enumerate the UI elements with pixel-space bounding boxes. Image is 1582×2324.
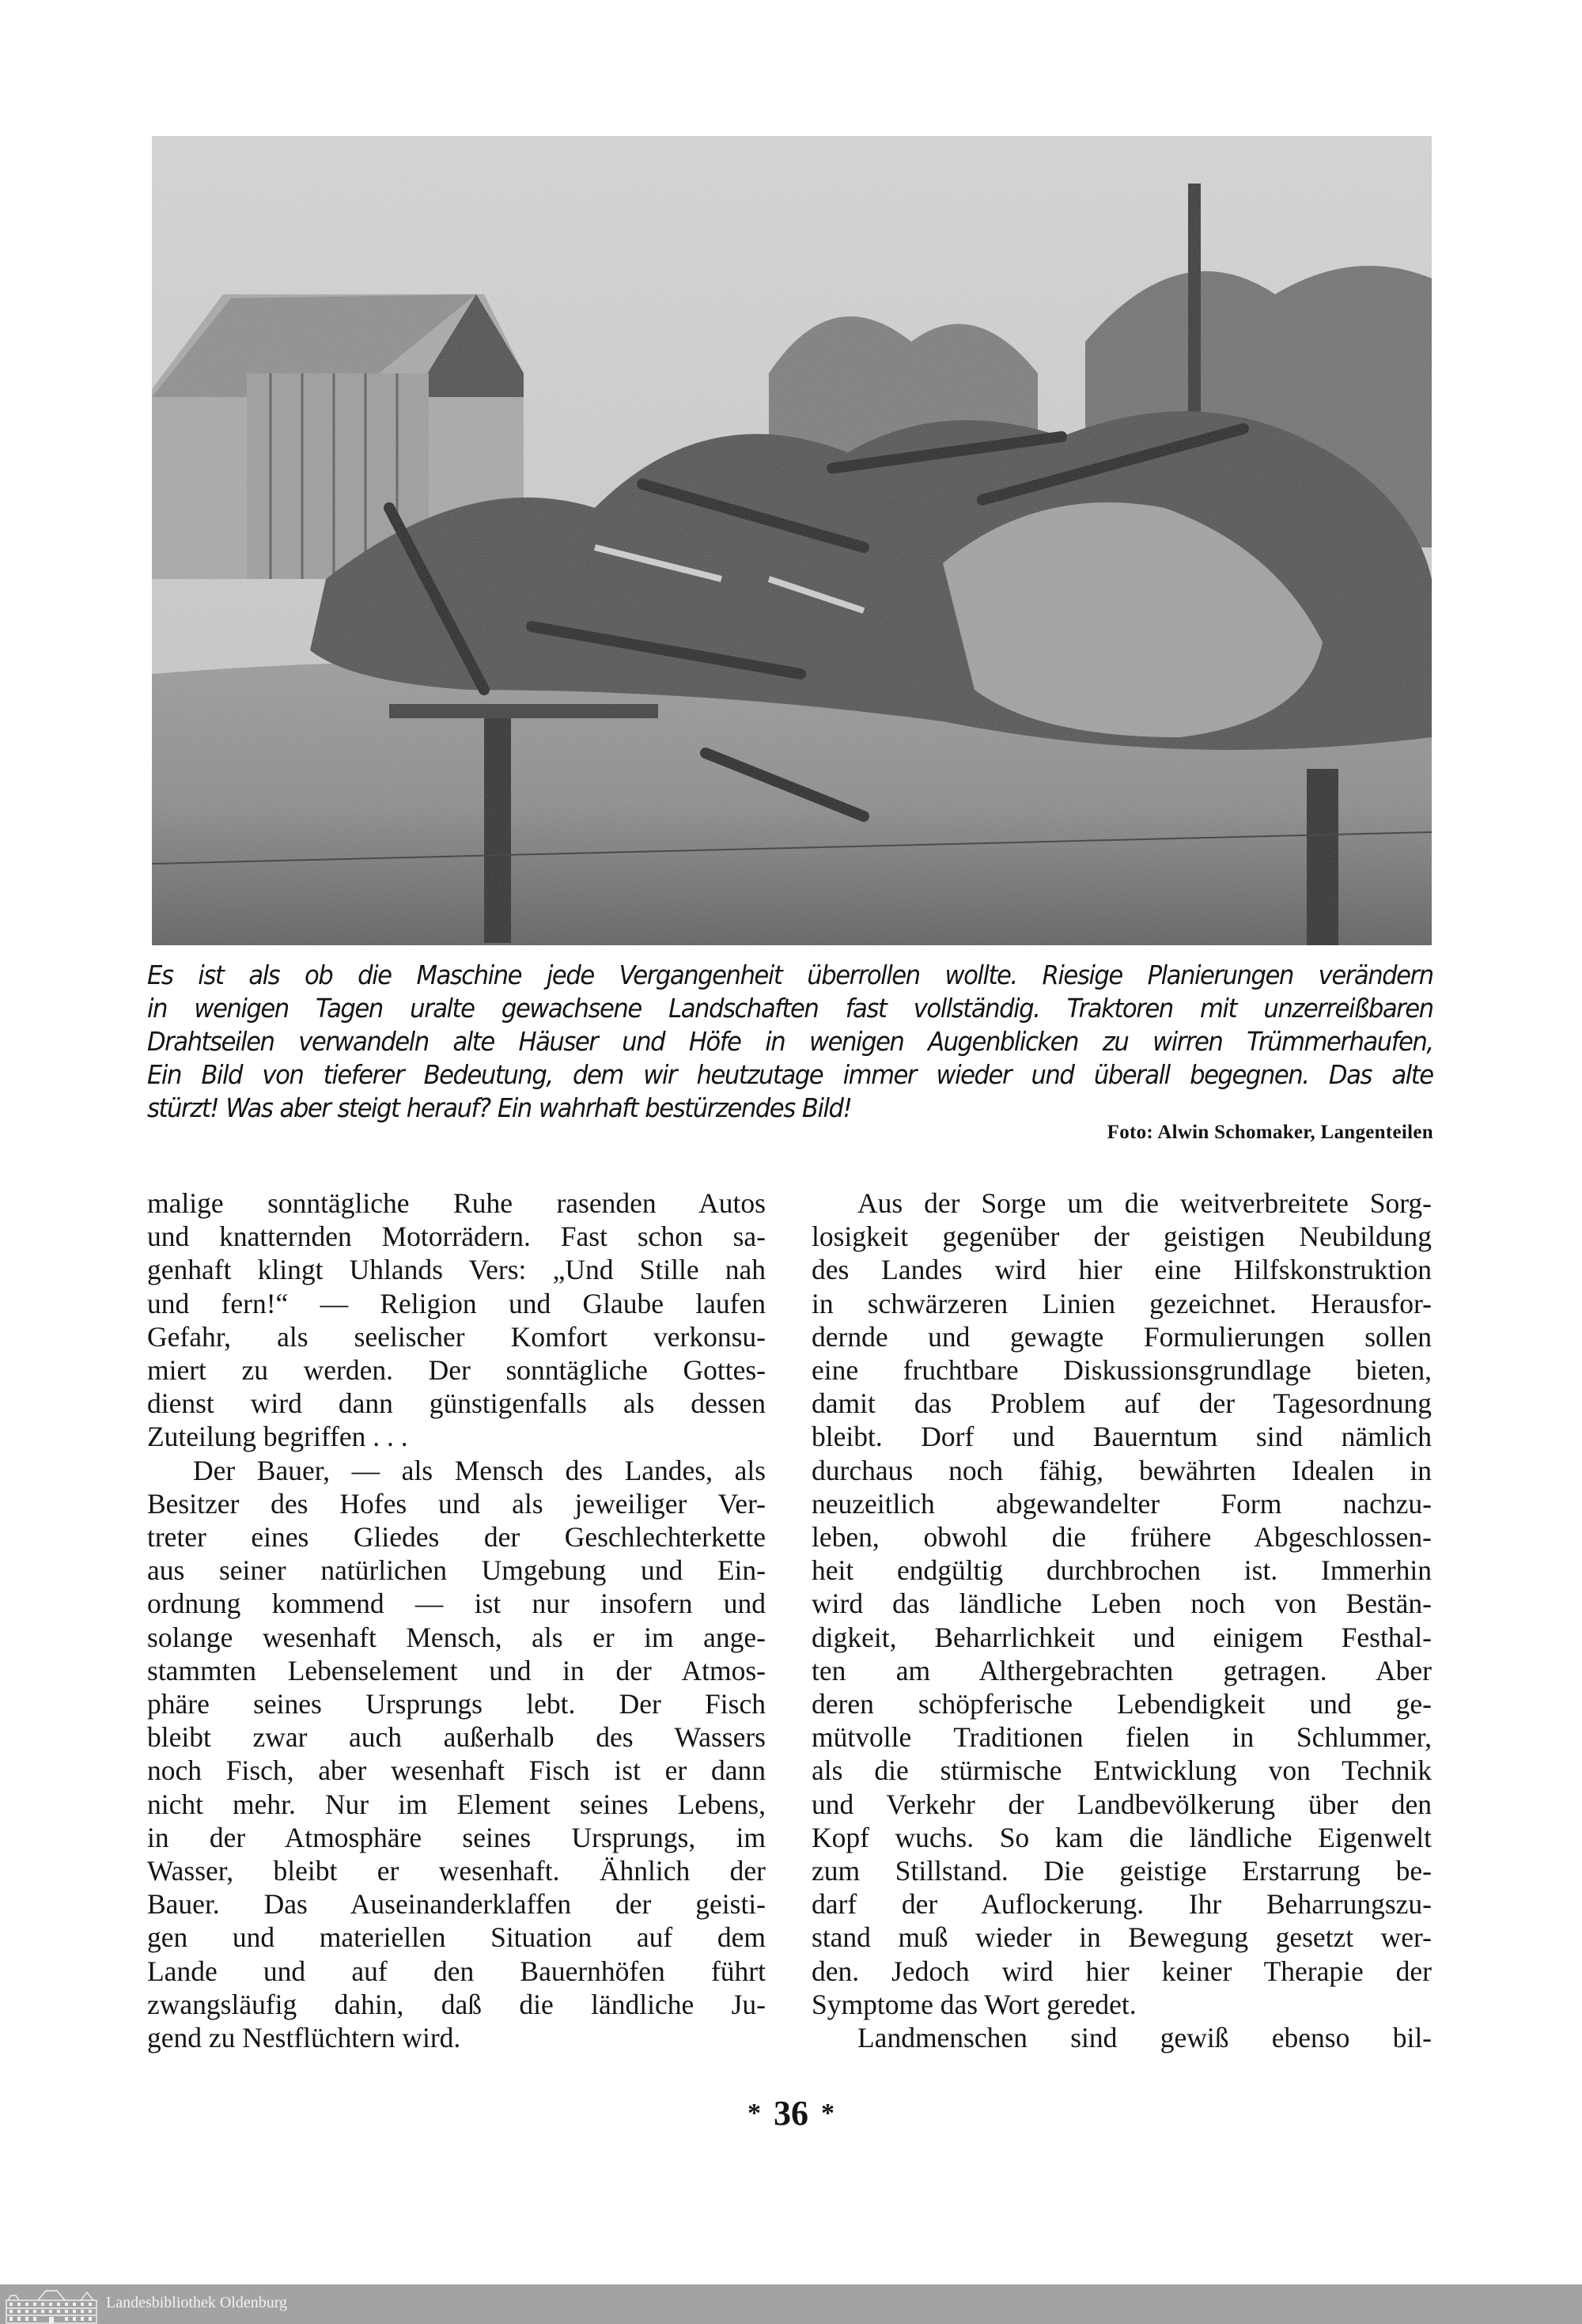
text-line: ordnung kommend — ist nur insofern und [147, 1588, 766, 1620]
text-line: stand muß wieder in Bewegung gesetzt wer- [812, 1921, 1432, 1954]
text-line: bleibt. Dorf und Bauerntum sind nämlich [812, 1421, 1432, 1453]
text-line: Gefahr, als seelischer Komfort verkonsu- [147, 1320, 766, 1353]
caption-line: Drahtseilen verwandeln alte Häuser und Höfe in wenigen Augenblicken zu wirren Trümmerhaufen, [147, 1026, 1433, 1057]
photo-credit: Foto: Alwin Schomaker, Langenteilen [1107, 1122, 1433, 1143]
library-building-icon [5, 2286, 98, 2324]
text-line: gen und materiellen Situation auf dem [147, 1921, 766, 1954]
text-column-left [147, 1187, 766, 2054]
text-line: dernde und gewagte Formulierungen sollen [812, 1320, 1432, 1353]
text-line: dienst wird dann günstigenfalls als dessen [147, 1387, 766, 1420]
text-line: stammten Lebenselement und in der Atmos- [147, 1654, 766, 1686]
star-ornament-icon: * [747, 2099, 761, 2128]
article-photo [152, 136, 1432, 945]
library-footer-bar [0, 2284, 1582, 2324]
page-number [0, 2093, 1582, 2133]
text-line: aus seiner natürlichen Umgebung und Ein- [147, 1554, 766, 1587]
text-line: leben, obwohl die frühere Abgeschlossen- [812, 1521, 1432, 1554]
text-line: Landmenschen sind gewiß ebenso bil- [857, 2022, 1432, 2054]
text-line: digkeit, Beharrlichkeit und einigem Festhal- [812, 1621, 1432, 1653]
text-line: damit das Problem auf der Tagesordnung [812, 1387, 1432, 1420]
text-line: nicht mehr. Nur im Element seines Lebens, [147, 1788, 766, 1820]
library-name: Landesbibliothek Oldenburg [106, 2294, 288, 2311]
text-line: durchaus noch fähig, bewährten Idealen in [812, 1454, 1432, 1486]
text-line: phäre seines Ursprungs lebt. Der Fisch [147, 1688, 766, 1720]
text-line: heit endgültig durchbrochen ist. Immerhin [812, 1554, 1432, 1587]
caption-line: stürzt! Was aber steigt herauf? Ein wahrhaft bestürzendes Bild! [147, 1092, 852, 1123]
text-line: gend zu Nestflüchtern wird. [147, 2022, 461, 2054]
demolished-farm-photo [152, 136, 1432, 945]
text-line: miert zu werden. Der sonntägliche Gottes- [147, 1354, 766, 1387]
text-line: Aus der Sorge um die weitverbreitete Sorg- [857, 1187, 1432, 1219]
text-line: treter eines Gliedes der Geschlechterkette [147, 1521, 766, 1554]
text-line: losigkeit gegenüber der geistigen Neubildung [812, 1221, 1432, 1253]
text-line: solange wesenhaft Mensch, als er im ange- [147, 1621, 766, 1653]
text-line: malige sonntägliche Ruhe rasenden Autos [147, 1187, 766, 1219]
text-line: Lande und auf den Bauernhöfen führt [147, 1955, 766, 1987]
text-line: und Verkehr der Landbevölkerung über den [812, 1788, 1432, 1820]
text-line: in schwärzeren Linien gezeichnet. Herausfor- [812, 1287, 1432, 1319]
text-line: eine fruchtbare Diskussionsgrundlage bieten, [812, 1354, 1432, 1387]
text-line: darf der Auflockerung. Ihr Beharrungszu- [812, 1888, 1432, 1921]
text-line: Kopf wuchs. So kam die ländliche Eigenwelt [812, 1821, 1432, 1853]
page-number-value: 36 [774, 2094, 808, 2133]
text-line: den. Jedoch wird hier keiner Therapie der [812, 1955, 1432, 1987]
text-line: mütvolle Traditionen fielen in Schlummer, [812, 1721, 1432, 1754]
text-line: neuzeitlich abgewandelter Form nachzu- [812, 1487, 1432, 1520]
text-line: in der Atmosphäre seines Ursprungs, im [147, 1821, 766, 1853]
text-line: und fern!“ — Religion und Glaube laufen [147, 1287, 766, 1319]
text-line: Wasser, bleibt er wesenhaft. Ähnlich der [147, 1855, 766, 1887]
caption-line: Es ist als ob die Maschine jede Vergangenheit überrollen wollte. Riesige Planierungen verändern [147, 960, 1433, 990]
text-line: Symptome das Wort geredet. [812, 1988, 1137, 2020]
text-line: bleibt zwar auch außerhalb des Wassers [147, 1721, 766, 1754]
text-line: ten am Althergebrachten getragen. Aber [812, 1654, 1432, 1686]
text-line: Zuteilung begriffen . . . [147, 1421, 408, 1453]
photo-caption [147, 959, 1433, 1125]
text-line: Besitzer des Hofes und als jeweiliger Ver- [147, 1487, 766, 1520]
text-line: noch Fisch, aber wesenhaft Fisch ist er dann [147, 1754, 766, 1787]
text-line: genhaft klingt Uhlands Vers: „Und Stille nah [147, 1254, 766, 1286]
text-column-right [812, 1187, 1432, 2054]
text-line: des Landes wird hier eine Hilfskonstruktion [812, 1254, 1432, 1286]
text-line: als die stürmische Entwicklung von Technik [812, 1754, 1432, 1787]
star-ornament-icon: * [821, 2099, 835, 2128]
text-line: deren schöpferische Lebendigkeit und ge- [812, 1688, 1432, 1720]
caption-line: Ein Bild von tieferer Bedeutung, dem wir heutzutage immer wieder und überall begegnen. Das alte [147, 1059, 1433, 1090]
text-line: und knatternden Motorrädern. Fast schon sa- [147, 1221, 766, 1253]
text-line: zum Stillstand. Die geistige Erstarrung be- [812, 1855, 1432, 1887]
text-line: Bauer. Das Auseinanderklaffen der geisti- [147, 1888, 766, 1921]
text-line: wird das ländliche Leben noch von Bestän- [812, 1588, 1432, 1620]
text-line: Der Bauer, — als Mensch des Landes, als [193, 1454, 766, 1486]
caption-line: in wenigen Tagen uralte gewachsene Landschaften fast vollständig. Traktoren mit unzerreißbaren [147, 993, 1433, 1024]
text-line: zwangsläufig dahin, daß die ländliche Ju- [147, 1988, 766, 2020]
